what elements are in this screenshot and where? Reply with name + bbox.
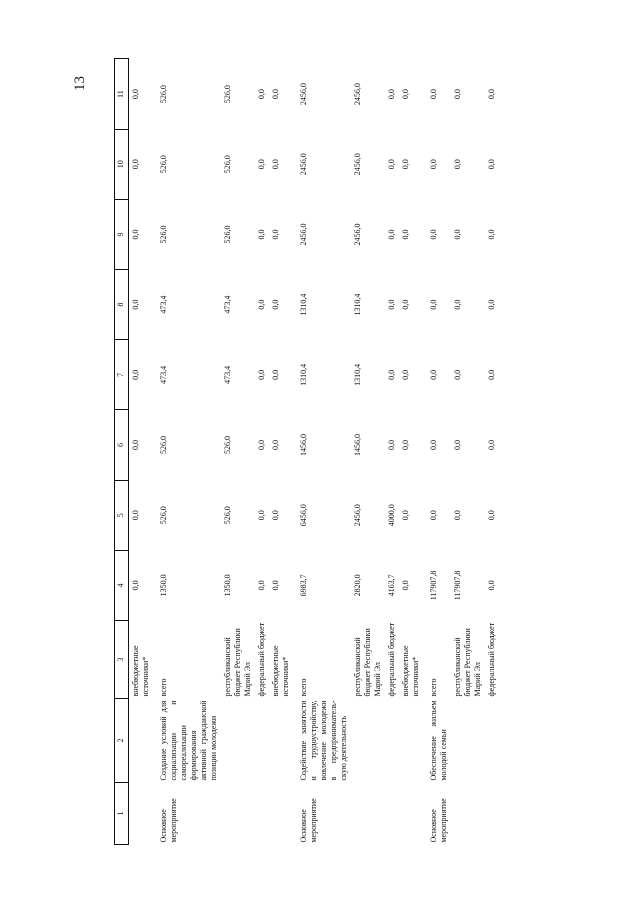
value-cell: 2456,0 — [299, 223, 308, 246]
event-type-cell — [485, 783, 499, 845]
value-cell: 0,0 — [131, 369, 140, 380]
value-cell: 1310,4 — [299, 293, 308, 316]
event-type-cell — [269, 783, 293, 845]
value-cell: 0,0 — [257, 510, 266, 521]
column-header: 9 — [115, 199, 129, 269]
table-row — [351, 59, 385, 845]
value-cell: 526,0 — [223, 436, 232, 455]
value-cell: 526,0 — [159, 85, 168, 104]
value-cell: 0,0 — [453, 159, 462, 170]
value-cell: 0,0 — [401, 89, 410, 100]
value-cell: 0,0 — [487, 299, 496, 310]
value-cell: 0,0 — [271, 369, 280, 380]
value-cell: 1310,4 — [353, 293, 362, 316]
value-cell: 0,0 — [401, 510, 410, 521]
value-cell: 0,0 — [257, 369, 266, 380]
column-header: 6 — [115, 410, 129, 480]
event-name-cell — [269, 699, 293, 783]
value-cell: 526,0 — [159, 436, 168, 455]
value-cell: 0,0 — [271, 440, 280, 451]
value-cell: 1310,4 — [353, 363, 362, 386]
event-type-cell — [385, 783, 399, 845]
value-cell: 0,0 — [257, 580, 266, 591]
funding-source-cell: федеральный бюджет — [487, 622, 496, 697]
value-cell: 0,0 — [401, 440, 410, 451]
value-cell: 0,0 — [429, 299, 438, 310]
value-cell: 0,0 — [131, 580, 140, 591]
funding-source-cell: республиканский бюджет Республики Марий Эл — [353, 628, 382, 697]
funding-source-cell: всего — [299, 678, 308, 697]
funding-source-cell: внебюджетные источники* — [271, 645, 290, 697]
funding-source-cell: всего — [429, 678, 438, 697]
value-cell: 0,0 — [429, 89, 438, 100]
value-cell: 0,0 — [387, 299, 396, 310]
value-cell: 6456,0 — [299, 504, 308, 527]
funding-source-cell: федеральный бюджет — [387, 622, 396, 697]
value-cell: 0,0 — [453, 229, 462, 240]
value-cell: 4000,0 — [387, 504, 396, 527]
value-cell: 0,0 — [257, 440, 266, 451]
table-row — [423, 59, 451, 845]
event-name-cell — [485, 699, 499, 783]
value-cell: 0,0 — [257, 229, 266, 240]
value-cell: 473,4 — [159, 365, 168, 384]
event-name-cell — [351, 699, 385, 783]
column-header: 4 — [115, 550, 129, 620]
event-type-cell: Основное мероприятие — [299, 798, 318, 843]
value-cell: 2456,0 — [353, 223, 362, 246]
value-cell: 526,0 — [223, 85, 232, 104]
column-header: 2 — [115, 699, 129, 783]
value-cell: 0,0 — [429, 229, 438, 240]
value-cell: 0,0 — [271, 229, 280, 240]
value-cell: 0,0 — [387, 229, 396, 240]
funding-source-cell: республиканский бюджет Республики Марий Эл — [223, 628, 252, 697]
value-cell: 2456,0 — [299, 153, 308, 176]
value-cell: 0,0 — [487, 580, 496, 591]
value-cell: 4163,7 — [387, 574, 396, 597]
event-type-cell — [129, 783, 154, 845]
value-cell: 0,0 — [257, 159, 266, 170]
value-cell: 0,0 — [387, 159, 396, 170]
value-cell: 0,0 — [487, 229, 496, 240]
value-cell: 0,0 — [257, 299, 266, 310]
table-row — [485, 59, 499, 845]
event-name-cell — [451, 699, 485, 783]
event-name-cell: Обеспечение жильем молодой семьи — [429, 700, 448, 781]
value-cell: 2456,0 — [353, 83, 362, 106]
value-cell: 473,4 — [223, 365, 232, 384]
value-cell: 0,0 — [257, 89, 266, 100]
value-cell: 0,0 — [401, 369, 410, 380]
value-cell: 0,0 — [131, 159, 140, 170]
value-cell: 473,4 — [223, 295, 232, 314]
event-type-cell — [221, 783, 255, 845]
value-cell: 473,4 — [159, 295, 168, 314]
value-cell: 0,0 — [131, 299, 140, 310]
value-cell: 1310,4 — [299, 363, 308, 386]
column-header: 1 — [115, 783, 129, 845]
value-cell: 0,0 — [453, 369, 462, 380]
value-cell: 117907,8 — [453, 570, 462, 601]
funding-source-cell: внебюджетные источники* — [131, 645, 150, 697]
page-number: 13 — [72, 76, 88, 91]
funding-source-cell: всего — [159, 678, 168, 697]
event-type-cell: Основное мероприятие — [159, 798, 178, 843]
table-row — [255, 59, 269, 845]
event-name-cell: Содействие занятости и трудоустройству, вовлечение молодежи в предприниматель-скую деятельность — [299, 700, 348, 781]
column-header: 11 — [115, 59, 129, 129]
value-cell: 0,0 — [401, 229, 410, 240]
column-header: 7 — [115, 340, 129, 410]
value-cell: 0,0 — [487, 89, 496, 100]
value-cell: 0,0 — [487, 159, 496, 170]
table-row — [399, 59, 423, 845]
value-cell: 0,0 — [453, 510, 462, 521]
value-cell: 526,0 — [159, 225, 168, 244]
value-cell: 0,0 — [453, 440, 462, 451]
value-cell: 1350,0 — [159, 574, 168, 597]
event-type-cell — [255, 783, 269, 845]
value-cell: 0,0 — [271, 580, 280, 591]
header-row — [115, 59, 129, 845]
value-cell: 0,0 — [401, 580, 410, 591]
table-row — [221, 59, 255, 845]
value-cell: 1350,0 — [223, 574, 232, 597]
value-cell: 0,0 — [401, 299, 410, 310]
event-name-cell — [399, 699, 423, 783]
value-cell: 0,0 — [429, 159, 438, 170]
value-cell: 526,0 — [223, 225, 232, 244]
table-row — [129, 59, 154, 845]
table-row — [451, 59, 485, 845]
table-row — [293, 59, 351, 845]
value-cell: 0,0 — [271, 510, 280, 521]
value-cell: 0,0 — [487, 510, 496, 521]
value-cell: 526,0 — [223, 506, 232, 525]
table-row — [385, 59, 399, 845]
funding-source-cell: федеральный бюджет — [257, 622, 266, 697]
event-type-cell — [351, 783, 385, 845]
value-cell: 0,0 — [387, 440, 396, 451]
value-cell: 6983,7 — [299, 574, 308, 597]
funding-source-cell: республиканский бюджет Республики Марий Эл — [453, 628, 482, 697]
value-cell: 0,0 — [429, 440, 438, 451]
value-cell: 0,0 — [487, 369, 496, 380]
value-cell: 0,0 — [271, 89, 280, 100]
event-name-cell — [255, 699, 269, 783]
value-cell: 1456,0 — [299, 434, 308, 457]
value-cell: 2820,0 — [353, 574, 362, 597]
value-cell: 526,0 — [223, 155, 232, 174]
event-type-cell — [399, 783, 423, 845]
table-row — [153, 59, 221, 845]
value-cell: 2456,0 — [299, 83, 308, 106]
column-header: 3 — [115, 621, 129, 699]
value-cell: 0,0 — [131, 89, 140, 100]
value-cell: 117907,8 — [429, 570, 438, 601]
value-cell: 0,0 — [271, 159, 280, 170]
value-cell: 1456,0 — [353, 434, 362, 457]
column-header: 5 — [115, 480, 129, 550]
value-cell: 0,0 — [487, 440, 496, 451]
value-cell: 0,0 — [429, 369, 438, 380]
value-cell: 0,0 — [453, 299, 462, 310]
value-cell: 0,0 — [401, 159, 410, 170]
event-type-cell — [451, 783, 485, 845]
budget-table — [114, 59, 499, 846]
event-name-cell: Создание условий для социализации и самореализации формирования активной гражданской позиции молодежи — [159, 700, 218, 781]
event-name-cell — [129, 699, 154, 783]
value-cell: 0,0 — [387, 369, 396, 380]
value-cell: 526,0 — [159, 155, 168, 174]
value-cell: 2456,0 — [353, 504, 362, 527]
event-name-cell — [221, 699, 255, 783]
value-cell: 0,0 — [131, 510, 140, 521]
value-cell: 0,0 — [131, 440, 140, 451]
funding-source-cell: внебюджетные источники* — [401, 645, 420, 697]
value-cell: 2456,0 — [353, 153, 362, 176]
column-header: 10 — [115, 129, 129, 199]
value-cell: 526,0 — [159, 506, 168, 525]
value-cell: 0,0 — [271, 299, 280, 310]
value-cell: 0,0 — [453, 89, 462, 100]
event-name-cell — [385, 699, 399, 783]
value-cell: 0,0 — [387, 89, 396, 100]
column-header: 8 — [115, 270, 129, 340]
event-type-cell: Основное мероприятие — [429, 798, 448, 843]
value-cell: 0,0 — [429, 510, 438, 521]
table-row — [269, 59, 293, 845]
value-cell: 0,0 — [131, 229, 140, 240]
